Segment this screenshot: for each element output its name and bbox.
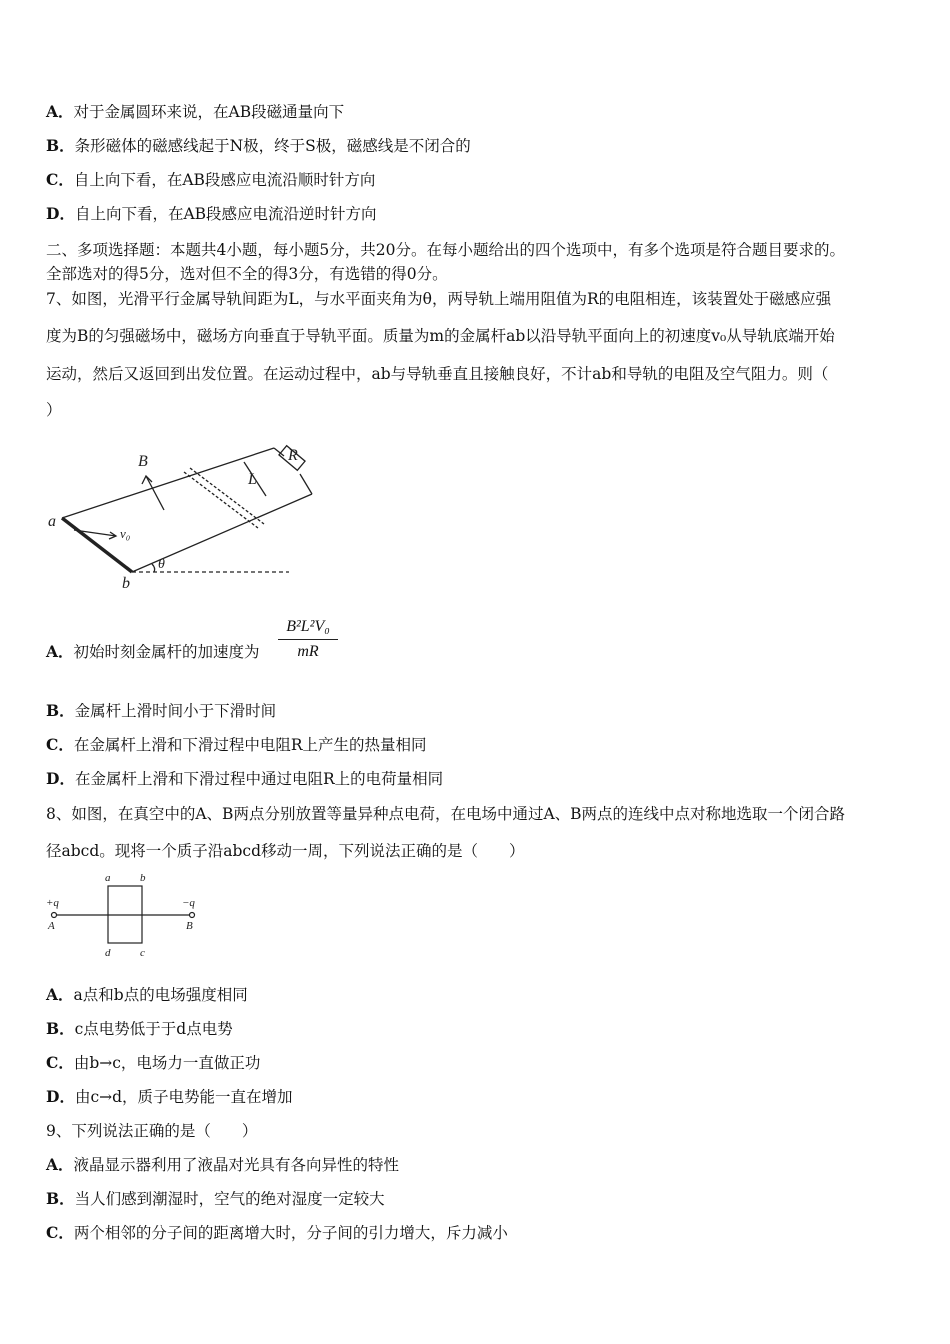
q6-option-c: C．自上向下看，在AB段感应电流沿顺时针方向 xyxy=(46,170,376,189)
q9-stem-line1: 9、下列说法正确的是（ ） xyxy=(46,1122,258,1140)
q7-stem-line3: 运动，然后又返回到出发位置。在运动过程中，ab与导轨垂直且接触良好，不计ab和导轨的电阻及空气阻力。则（ xyxy=(46,365,829,383)
fraction-numerator: B²L²V₀ xyxy=(278,618,338,640)
q6-option-b: B．条形磁体的磁感线起于N极，终于S极，磁感线是不闭合的 xyxy=(46,136,471,155)
section2-heading-line1: 二、多项选择题：本题共4小题，每小题5分，共20分。在每小题给出的四个选项中，有多个选项是符合题目要求的。 xyxy=(46,241,845,259)
q9-option-b: B．当人们感到潮湿时，空气的绝对湿度一定较大 xyxy=(46,1189,385,1208)
angle-arc xyxy=(152,564,155,572)
section2-heading-line2: 全部选对的得5分，选对但不全的得3分，有选错的得0分。 xyxy=(46,265,448,283)
field-arrowhead xyxy=(142,476,152,484)
q7-stem-line2: 度为B的匀强磁场中，磁场方向垂直于导轨平面。质量为m的金属杆ab以沿导轨平面向上的初速度v₀从导轨底端开始 xyxy=(46,327,835,345)
label-R: R xyxy=(288,447,298,464)
label-B: B xyxy=(138,453,148,470)
label-A: A xyxy=(48,920,55,932)
q7-acceleration-fraction xyxy=(278,618,338,661)
q8-charge-diagram xyxy=(44,870,214,965)
top-connector-right xyxy=(300,474,312,494)
fraction-denominator: mR xyxy=(297,643,319,660)
q7-stem-line1: 7、如图，光滑平行金属导轨间距为L，与水平面夹角为θ，两导轨上端用阻值为R的电阻相连，该装置处于磁感应强 xyxy=(46,290,832,308)
label-B: B xyxy=(186,920,193,932)
label-a: a xyxy=(48,513,56,530)
label-d: d xyxy=(105,947,111,959)
q9-option-c: C．两个相邻的分子间的距离增大时，分子间的引力增大，斥力减小 xyxy=(46,1223,508,1242)
q8-stem-line1: 8、如图，在真空中的A、B两点分别放置等量异种点电荷，在电场中通过A、B两点的连线中点对称地选取一个闭合路 xyxy=(46,805,846,823)
q8-option-c: C．由b→c，电场力一直做正功 xyxy=(46,1053,261,1072)
label-L: L xyxy=(248,471,257,488)
q9-option-a: A．液晶显示器利用了液晶对光具有各向异性的特性 xyxy=(46,1155,400,1174)
q7-rail-diagram xyxy=(44,440,324,600)
q7-option-d: D．在金属杆上滑和下滑过程中通过电阻R上的电荷量相同 xyxy=(46,769,444,788)
charge-B-point xyxy=(190,913,195,918)
label-minus-q: −q xyxy=(182,897,195,909)
q8-stem-line2: 径abcd。现将一个质子沿abcd移动一周，下列说法正确的是（ ） xyxy=(46,842,525,860)
q7-option-c: C．在金属杆上滑和下滑过程中电阻R上产生的热量相同 xyxy=(46,735,427,754)
label-c: c xyxy=(140,947,145,959)
q8-option-a: A．a点和b点的电场强度相同 xyxy=(46,985,248,1004)
q7-stem-line4: ） xyxy=(46,401,62,419)
dashed-position-line xyxy=(184,472,258,528)
label-theta: θ xyxy=(158,557,165,572)
label-v0: v₀ xyxy=(120,526,131,541)
q6-option-d: D．自上向下看，在AB段感应电流沿逆时针方向 xyxy=(46,204,377,223)
label-b: b xyxy=(140,872,146,884)
label-plus-q: +q xyxy=(46,897,59,909)
q8-option-d: D．由c→d，质子电势能一直在增加 xyxy=(46,1087,293,1106)
q7-option-b: B．金属杆上滑时间小于下滑时间 xyxy=(46,701,277,720)
magnetic-field-arrow xyxy=(146,476,164,510)
q7-option-a: A．初始时刻金属杆的加速度为 xyxy=(46,642,260,661)
q8-option-b: B．c点电势低于于d点电势 xyxy=(46,1019,233,1038)
label-a: a xyxy=(105,872,111,884)
charge-A-point xyxy=(52,913,57,918)
q6-option-a: A．对于金属圆环来说，在AB段磁通量向下 xyxy=(46,102,345,121)
label-b: b xyxy=(122,575,130,592)
